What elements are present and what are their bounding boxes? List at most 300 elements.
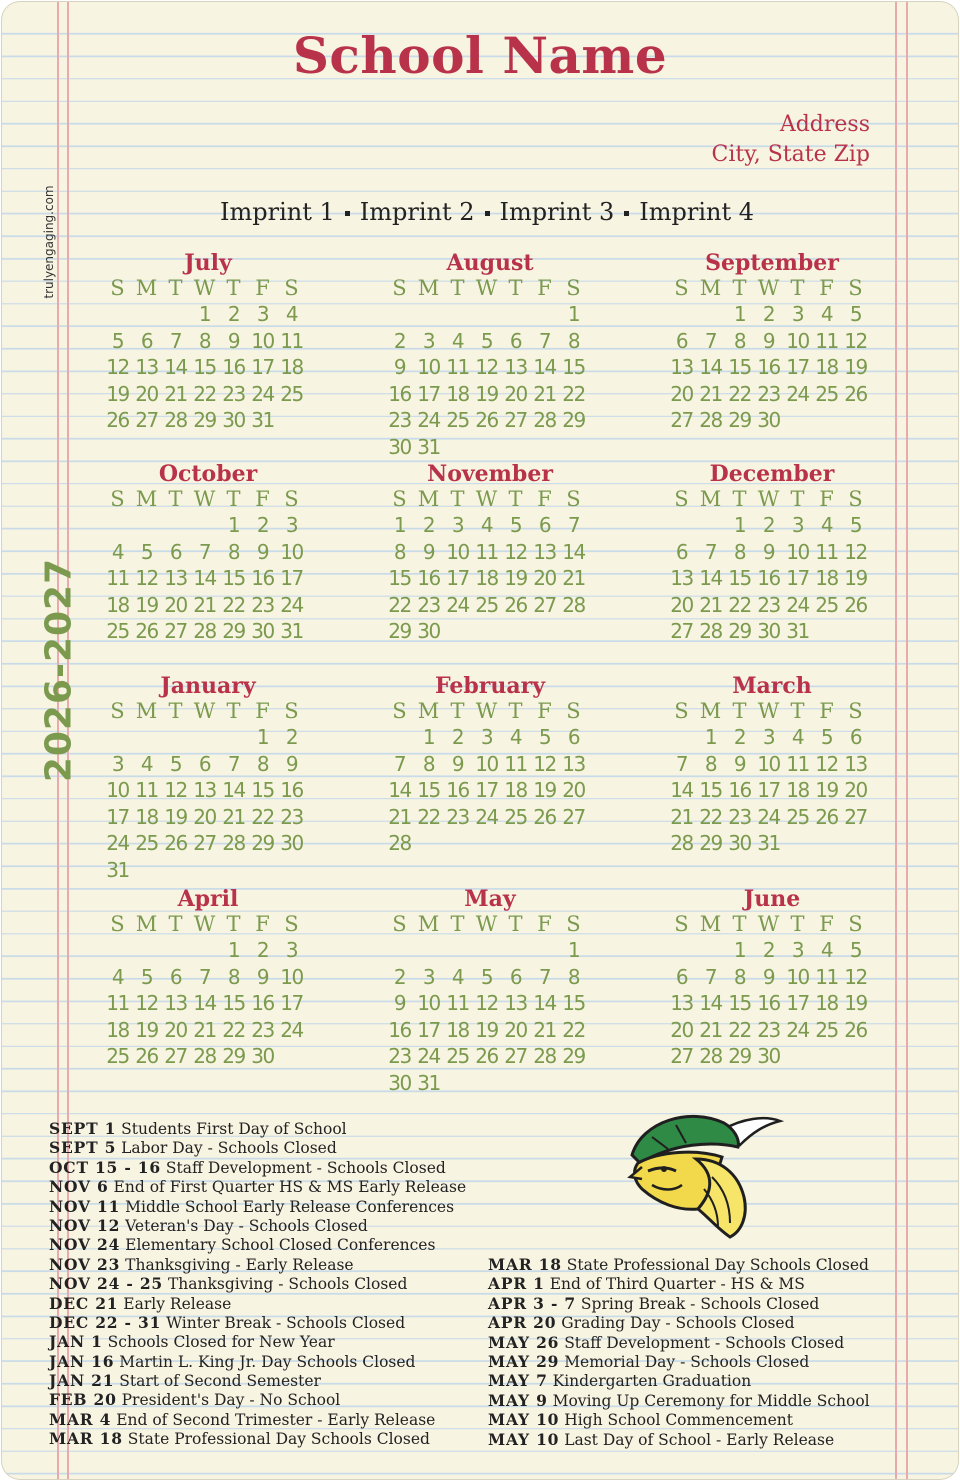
weekday-header: W [757, 276, 780, 300]
day-cell: 22 [562, 381, 585, 406]
month-september [667, 251, 877, 434]
day-cell: 24 [106, 831, 129, 855]
weekday-header: T [508, 487, 523, 511]
weekday-header: T [168, 487, 183, 511]
day-cell: 12 [135, 991, 158, 1015]
day-cell: 21 [699, 381, 722, 406]
day-cell: 7 [393, 751, 406, 776]
day-cell: 4 [820, 302, 833, 326]
day-cell: 28 [533, 408, 556, 432]
empty-day-cell [161, 937, 190, 964]
event-item [49, 1332, 466, 1351]
weekday-header: T [168, 276, 183, 300]
day-cell: 9 [733, 751, 746, 776]
weekday-header: S [392, 912, 407, 936]
day-cell: 28 [222, 831, 245, 855]
month-name: June [743, 886, 801, 912]
weekday-header: W [193, 912, 216, 936]
day-cell: 3 [422, 964, 435, 989]
weekday-header: T [790, 276, 805, 300]
day-cell: 1 [733, 302, 746, 326]
day-cell: 14 [562, 539, 585, 564]
day-cell: 20 [193, 804, 216, 829]
weekday-header: S [110, 276, 125, 300]
day-cell: 10 [786, 328, 809, 353]
day-cell: 18 [106, 1017, 129, 1042]
day-cell: 1 [422, 725, 435, 749]
day-cell: 3 [285, 513, 298, 537]
weekday-header: S [674, 487, 689, 511]
day-cell: 23 [757, 381, 780, 406]
event-text: Early Release [123, 1294, 232, 1313]
day-cell: 15 [728, 991, 751, 1015]
day-cell: 16 [251, 991, 274, 1015]
day-cell: 2 [393, 328, 406, 353]
school-name: School Name [292, 26, 668, 85]
month-march [667, 674, 877, 857]
day-cell: 14 [670, 778, 693, 802]
day-cell: 30 [251, 619, 274, 643]
event-date: JAN 21 [49, 1371, 115, 1391]
bullet-separator [624, 211, 629, 216]
event-item [49, 1177, 466, 1196]
event-date: APR 1 [488, 1274, 545, 1294]
event-item [488, 1391, 870, 1410]
weekday-header: T [732, 699, 747, 723]
day-cell: 18 [504, 778, 527, 802]
day-cell: 28 [699, 408, 722, 432]
day-cell: 14 [164, 355, 187, 379]
event-item [49, 1313, 466, 1332]
day-cell: 15 [562, 355, 585, 379]
day-cell: 3 [791, 513, 804, 537]
day-cell: 25 [135, 831, 158, 855]
day-cell: 3 [451, 513, 464, 537]
month-grid [103, 911, 313, 1070]
day-cell: 18 [475, 566, 498, 590]
day-cell: 13 [844, 751, 867, 776]
month-name: November [427, 461, 553, 487]
day-cell: 30 [757, 408, 780, 432]
day-cell: 11 [106, 991, 129, 1015]
day-cell: 7 [704, 539, 717, 564]
weekday-header: T [226, 912, 241, 936]
day-cell: 9 [762, 539, 775, 564]
day-cell: 24 [757, 804, 780, 829]
weekday-header: T [168, 699, 183, 723]
day-cell: 21 [670, 804, 693, 829]
day-cell: 8 [704, 751, 717, 776]
event-text: President's Day - No School [121, 1391, 341, 1410]
weekday-header: W [475, 912, 498, 936]
day-cell: 16 [757, 991, 780, 1015]
event-date: MAY 26 [488, 1332, 560, 1352]
month-grid [667, 275, 877, 434]
calendar-card [2, 2, 958, 1479]
weekday-header: S [674, 912, 689, 936]
day-cell: 25 [106, 1044, 129, 1068]
day-cell: 17 [475, 778, 498, 802]
day-cell: 18 [815, 355, 838, 379]
day-cell: 13 [533, 539, 556, 564]
day-cell: 19 [475, 381, 498, 406]
event-item [488, 1410, 870, 1429]
day-cell: 21 [699, 1017, 722, 1042]
day-cell: 19 [164, 804, 187, 829]
day-cell: 8 [393, 539, 406, 564]
day-cell: 22 [728, 1017, 751, 1042]
day-cell: 17 [786, 355, 809, 379]
month-november [385, 462, 595, 645]
day-cell: 20 [164, 592, 187, 617]
day-cell: 5 [111, 328, 124, 353]
imprint-3: Imprint 3 [499, 198, 615, 226]
event-item [49, 1235, 466, 1254]
day-cell: 6 [509, 328, 522, 353]
day-cell: 7 [675, 751, 688, 776]
month-july [103, 251, 313, 434]
day-cell: 13 [164, 991, 187, 1015]
weekday-header: S [284, 487, 299, 511]
day-cell: 17 [280, 991, 303, 1015]
event-item [49, 1138, 466, 1157]
event-text: Students First Day of School [121, 1120, 347, 1138]
day-cell: 26 [164, 831, 187, 855]
day-cell: 30 [388, 434, 411, 459]
weekday-header: W [193, 276, 216, 300]
weekday-header: T [732, 276, 747, 300]
day-cell: 28 [164, 408, 187, 432]
event-item [488, 1294, 870, 1313]
day-cell: 7 [198, 964, 211, 989]
day-cell: 20 [504, 381, 527, 406]
weekday-header: W [193, 487, 216, 511]
day-cell: 17 [757, 778, 780, 802]
day-cell: 6 [198, 751, 211, 776]
weekday-header: T [226, 487, 241, 511]
event-date: DEC 22 - 31 [49, 1312, 162, 1332]
day-cell: 10 [280, 539, 303, 564]
event-item [49, 1429, 466, 1448]
day-cell: 24 [786, 592, 809, 617]
weekday-header: M [135, 912, 158, 936]
day-cell: 5 [480, 328, 493, 353]
month-grid [103, 486, 313, 645]
day-cell: 5 [169, 751, 182, 776]
month-name: September [705, 250, 839, 276]
day-cell: 20 [533, 566, 556, 590]
day-cell: 1 [227, 938, 240, 962]
event-text: Moving Up Ceremony for Middle School [552, 1391, 870, 1410]
day-cell: 14 [699, 355, 722, 379]
day-cell: 13 [670, 991, 693, 1015]
day-cell: 5 [849, 302, 862, 326]
watermark-url: trulyengaging.com [42, 185, 56, 299]
empty-day-cell [530, 937, 559, 964]
event-text: End of Second Trimester - Early Release [116, 1410, 436, 1429]
event-date: MAY 10 [488, 1410, 560, 1430]
weekday-header: F [255, 912, 270, 936]
event-date: NOV 12 [49, 1215, 121, 1235]
day-cell: 17 [251, 355, 274, 379]
day-cell: 4 [111, 964, 124, 989]
weekday-header: T [732, 487, 747, 511]
empty-day-cell [443, 301, 472, 328]
event-item [49, 1352, 466, 1371]
event-text: Thanksgiving - Schools Closed [167, 1275, 408, 1294]
day-cell: 2 [256, 938, 269, 962]
month-grid [667, 911, 877, 1070]
event-item [49, 1410, 466, 1429]
day-cell: 27 [670, 408, 693, 432]
day-cell: 7 [169, 328, 182, 353]
day-cell: 14 [533, 355, 556, 379]
day-cell: 30 [251, 1044, 274, 1068]
day-cell: 29 [222, 1044, 245, 1068]
weekday-header: W [757, 912, 780, 936]
event-date: NOV 23 [49, 1254, 121, 1274]
day-cell: 28 [193, 619, 216, 643]
day-cell: 13 [504, 355, 527, 379]
empty-day-cell [219, 724, 248, 751]
day-cell: 22 [417, 804, 440, 829]
day-cell: 7 [538, 964, 551, 989]
event-item [488, 1274, 870, 1293]
day-cell: 25 [815, 592, 838, 617]
day-cell: 16 [251, 566, 274, 590]
empty-day-cell [132, 937, 161, 964]
day-cell: 14 [699, 991, 722, 1015]
day-cell: 23 [417, 592, 440, 617]
empty-day-cell [161, 724, 190, 751]
day-cell: 6 [849, 725, 862, 749]
day-cell: 18 [135, 804, 158, 829]
weekday-header: T [226, 699, 241, 723]
weekday-header: F [255, 276, 270, 300]
day-cell: 22 [222, 592, 245, 617]
day-cell: 31 [106, 857, 129, 882]
day-cell: 26 [844, 1017, 867, 1042]
day-cell: 4 [140, 751, 153, 776]
empty-day-cell [667, 301, 696, 328]
day-cell: 5 [140, 539, 153, 564]
day-cell: 12 [844, 328, 867, 353]
imprint-2: Imprint 2 [359, 198, 475, 226]
day-cell: 3 [480, 725, 493, 749]
weekday-header: T [790, 487, 805, 511]
day-cell: 6 [509, 964, 522, 989]
day-cell: 1 [198, 302, 211, 326]
event-text: Labor Day - Schools Closed [121, 1139, 337, 1158]
day-cell: 25 [446, 408, 469, 432]
day-cell: 23 [446, 804, 469, 829]
weekday-header: S [392, 699, 407, 723]
day-cell: 23 [728, 804, 751, 829]
weekday-header: F [819, 912, 834, 936]
viking-mascot-icon [612, 1107, 784, 1239]
day-cell: 13 [135, 355, 158, 379]
day-cell: 9 [393, 991, 406, 1015]
empty-day-cell [161, 512, 190, 539]
day-cell: 5 [849, 513, 862, 537]
day-cell: 30 [757, 1044, 780, 1068]
day-cell: 28 [193, 1044, 216, 1068]
day-cell: 9 [227, 328, 240, 353]
day-cell: 16 [222, 355, 245, 379]
day-cell: 20 [164, 1017, 187, 1042]
day-cell: 25 [504, 804, 527, 829]
event-date: NOV 11 [49, 1196, 121, 1216]
empty-day-cell [161, 301, 190, 328]
day-cell: 21 [193, 1017, 216, 1042]
empty-day-cell [132, 724, 161, 751]
day-cell: 1 [256, 725, 269, 749]
day-cell: 18 [446, 381, 469, 406]
month-name: August [446, 250, 534, 276]
day-cell: 31 [417, 1070, 440, 1095]
month-grid [385, 911, 595, 1096]
day-cell: 11 [135, 778, 158, 802]
event-text: Start of Second Semester [119, 1372, 321, 1391]
day-cell: 19 [106, 381, 129, 406]
event-date: MAY 9 [488, 1390, 548, 1410]
weekday-header: M [417, 276, 440, 300]
day-cell: 28 [670, 831, 693, 855]
imprint-row [2, 198, 958, 226]
day-cell: 15 [222, 991, 245, 1015]
event-text: Spring Break - Schools Closed [580, 1294, 820, 1313]
empty-day-cell [472, 301, 501, 328]
month-name: May [464, 886, 516, 912]
weekday-header: S [110, 912, 125, 936]
day-cell: 18 [786, 778, 809, 802]
event-date: APR 3 - 7 [488, 1293, 576, 1313]
day-cell: 1 [704, 725, 717, 749]
day-cell: 14 [193, 566, 216, 590]
day-cell: 23 [280, 804, 303, 829]
day-cell: 19 [533, 778, 556, 802]
day-cell: 18 [815, 991, 838, 1015]
day-cell: 11 [106, 566, 129, 590]
weekday-header: M [699, 487, 722, 511]
weekday-header: W [193, 699, 216, 723]
school-address [712, 110, 871, 170]
weekday-header: T [450, 487, 465, 511]
day-cell: 19 [844, 991, 867, 1015]
event-date: MAY 29 [488, 1351, 560, 1371]
day-cell: 14 [193, 991, 216, 1015]
bullet-separator [345, 211, 350, 216]
weekday-header: F [819, 487, 834, 511]
day-cell: 19 [504, 566, 527, 590]
day-cell: 24 [251, 381, 274, 406]
event-text: Staff Development - Schools Closed [564, 1333, 845, 1352]
day-cell: 26 [504, 592, 527, 617]
day-cell: 23 [251, 592, 274, 617]
day-cell: 19 [475, 1017, 498, 1042]
day-cell: 3 [285, 938, 298, 962]
day-cell: 17 [106, 804, 129, 829]
day-cell: 27 [562, 804, 585, 829]
day-cell: 30 [388, 1070, 411, 1095]
day-cell: 23 [388, 408, 411, 432]
day-cell: 23 [388, 1044, 411, 1068]
event-date: NOV 24 [49, 1235, 121, 1255]
day-cell: 11 [815, 328, 838, 353]
day-cell: 30 [417, 619, 440, 643]
day-cell: 16 [757, 355, 780, 379]
day-cell: 19 [815, 778, 838, 802]
day-cell: 16 [728, 778, 751, 802]
day-cell: 31 [757, 831, 780, 855]
day-cell: 5 [480, 964, 493, 989]
empty-day-cell [132, 301, 161, 328]
day-cell: 31 [280, 619, 303, 643]
day-cell: 26 [135, 1044, 158, 1068]
day-cell: 20 [504, 1017, 527, 1042]
day-cell: 12 [475, 355, 498, 379]
day-cell: 22 [728, 381, 751, 406]
bullet-separator [485, 211, 490, 216]
day-cell: 21 [699, 592, 722, 617]
event-text: Elementary School Closed Conferences [125, 1236, 436, 1255]
day-cell: 19 [844, 566, 867, 590]
weekday-header: F [819, 699, 834, 723]
day-cell: 11 [786, 751, 809, 776]
day-cell: 3 [791, 938, 804, 962]
day-cell: 10 [251, 328, 274, 353]
weekday-header: W [475, 699, 498, 723]
empty-day-cell [190, 724, 219, 751]
day-cell: 9 [256, 539, 269, 564]
day-cell: 12 [504, 539, 527, 564]
day-cell: 24 [475, 804, 498, 829]
event-text: Last Day of School - Early Release [564, 1430, 835, 1449]
day-cell: 22 [699, 804, 722, 829]
day-cell: 25 [815, 1017, 838, 1042]
day-cell: 3 [256, 302, 269, 326]
empty-day-cell [696, 512, 725, 539]
event-text: Kindergarten Graduation [552, 1372, 752, 1391]
event-text: State Professional Day Schools Closed [127, 1430, 430, 1449]
day-cell: 9 [393, 355, 406, 379]
day-cell: 29 [562, 1044, 585, 1068]
day-cell: 17 [786, 566, 809, 590]
month-name: July [184, 250, 232, 276]
weekday-header: S [284, 699, 299, 723]
day-cell: 27 [670, 1044, 693, 1068]
day-cell: 15 [417, 778, 440, 802]
day-cell: 13 [670, 355, 693, 379]
day-cell: 9 [451, 751, 464, 776]
event-item [49, 1371, 466, 1390]
event-text: Staff Development - Schools Closed [165, 1158, 446, 1177]
empty-day-cell [385, 301, 414, 328]
day-cell: 12 [844, 964, 867, 989]
address-line1: Address [779, 112, 870, 137]
day-cell: 5 [820, 725, 833, 749]
day-cell: 24 [786, 381, 809, 406]
day-cell: 28 [699, 619, 722, 643]
day-cell: 8 [733, 964, 746, 989]
day-cell: 12 [164, 778, 187, 802]
day-cell: 16 [446, 778, 469, 802]
imprint-1: Imprint 1 [220, 198, 335, 226]
day-cell: 7 [704, 964, 717, 989]
event-text: Grading Day - Schools Closed [561, 1314, 795, 1333]
weekday-header: F [255, 487, 270, 511]
day-cell: 12 [135, 566, 158, 590]
